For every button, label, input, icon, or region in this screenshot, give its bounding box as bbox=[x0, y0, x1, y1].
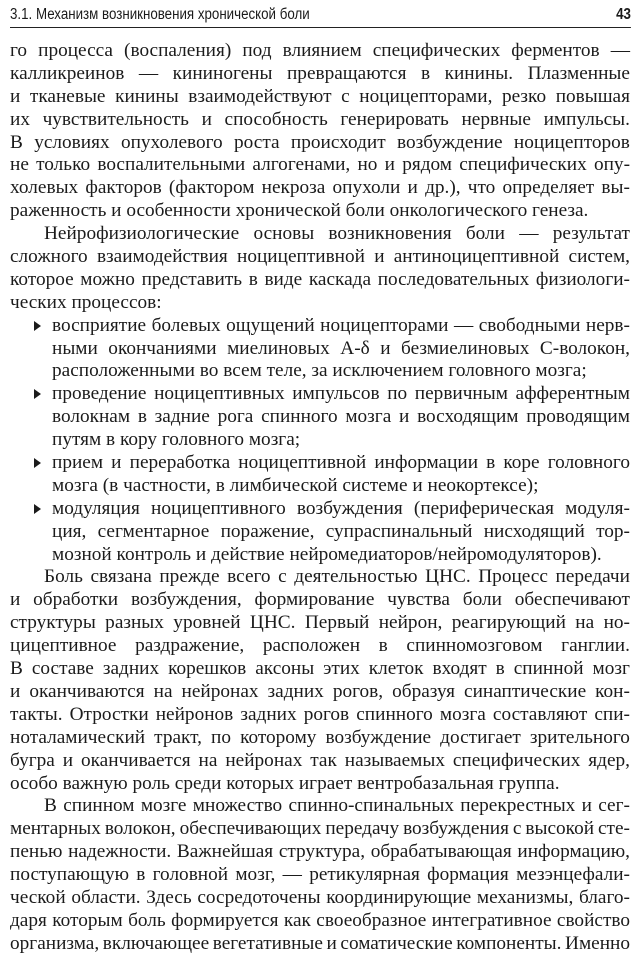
text-line: расположенными во всем теле, за исключением головного мозга; bbox=[52, 360, 587, 382]
text-line: мозной контроль и действие нейромедиаторов/нейромодуляторов). bbox=[52, 543, 602, 565]
text-line: раженность и особенности хронической боли онкологического генеза. bbox=[10, 200, 589, 222]
text-line: восприятие болевых ощущений ноцицепторами — свободными нерв- bbox=[52, 314, 630, 336]
text-line: цицептивное раздражение, расположен в спинномозговом ганглии. bbox=[10, 635, 630, 657]
bullet-item bbox=[10, 452, 630, 498]
text-line: модуляция ноцицептивного возбуждения (периферическая модуля- bbox=[52, 497, 630, 519]
paragraph bbox=[10, 40, 630, 223]
body-text bbox=[10, 40, 630, 956]
text-line: и тканевые кинины взаимодействуют с ноцицепторами, резко повышая bbox=[10, 85, 630, 107]
text-line: бугра и оканчивается на нейронах так называемых специфических ядер, bbox=[10, 749, 630, 771]
text-line: структуры разных уровней ЦНС. Первый нейрон, реагирующий на но- bbox=[10, 612, 630, 634]
paragraph bbox=[10, 795, 630, 955]
text-line: калликреинов — кининогены превращаются в кинины. Плазменные bbox=[10, 62, 630, 84]
text-line: и обработки возбуждения, формирование чувства боли обеспечивают bbox=[10, 589, 630, 611]
bullet-item bbox=[10, 498, 630, 567]
text-line: мозга (в частности, в лимбической системе и неокортексе); bbox=[52, 474, 539, 496]
text-line: В условиях опухолевого роста происходит возбуждение ноцицепторов bbox=[10, 131, 630, 153]
page-number: 43 bbox=[616, 6, 631, 23]
text-line: организма, включающее вегетативные и соматические компоненты. Именно bbox=[10, 932, 630, 954]
paragraph bbox=[10, 566, 630, 795]
text-line: ция, сегментарное поражение, супраспинальный нисходящий тор- bbox=[52, 520, 630, 542]
text-line: их чувствительность и способность генерировать нервные импульсы. bbox=[10, 108, 630, 130]
triangle-bullet-icon bbox=[34, 389, 41, 399]
text-line: ными окончаниями миелиновых A-δ и безмиелиновых C-волокон, bbox=[52, 337, 630, 359]
running-header bbox=[10, 4, 631, 28]
text-line: пенью надежности. Важнейшая структура, обрабатывающая информацию, bbox=[10, 841, 630, 863]
triangle-bullet-icon bbox=[34, 458, 41, 468]
text-line: Нейрофизиологические основы возникновения боли — результат bbox=[44, 223, 630, 245]
text-line: В составе задних корешков аксоны этих клеток входят в спинной мозг bbox=[10, 658, 630, 680]
text-line: даря которым боль формируется как своеобразное интегративное свойство bbox=[10, 909, 630, 931]
paragraph bbox=[10, 223, 630, 315]
text-line: го процесса (воспаления) под влиянием специфических ферментов — bbox=[10, 40, 630, 61]
text-line: В спинном мозге множество спинно-спинальных перекрестных и сег- bbox=[44, 795, 630, 817]
bullet-item bbox=[10, 315, 630, 384]
text-line: особо важную роль среди которых играет вентробазальная группа. bbox=[10, 772, 560, 794]
triangle-bullet-icon bbox=[34, 321, 41, 331]
section-title: 3.1. Механизм возникновения хронической боли bbox=[10, 6, 310, 23]
text-line: поступающую в головной мозг, — ретикулярная формация мезэнцефали- bbox=[10, 864, 630, 886]
text-line: сложного взаимодействия ноцицептивной и антиноцицептивной систем, bbox=[10, 246, 630, 268]
bullet-item bbox=[10, 383, 630, 452]
triangle-bullet-icon bbox=[34, 504, 41, 514]
text-line: ментарных волокон, обеспечивающих передачу возбуждения с высокой сте- bbox=[10, 818, 630, 840]
text-line: путям в кору головного мозга; bbox=[52, 429, 301, 451]
text-line: волокнам в задние рога спинного мозга и восходящим проводящим bbox=[52, 406, 630, 428]
text-line: не только воспалительными алгогенами, но и рядом специфических опу- bbox=[10, 154, 630, 176]
text-line: такты. Отростки нейронов задних рогов спинного мозга составляют спи- bbox=[10, 703, 630, 725]
text-line: прием и переработка ноцицептивной информации в коре головного bbox=[52, 452, 630, 474]
text-line: которое можно представить в виде каскада последовательных физиологи- bbox=[10, 268, 630, 290]
text-line: ноталамический тракт, по которому возбуждение достигает зрительного bbox=[10, 726, 630, 748]
text-line: и оканчиваются на нейронах задних рогов, образуя синаптические кон- bbox=[10, 680, 630, 702]
text-line: ческих процессов: bbox=[10, 291, 162, 313]
text-line: проведение ноцицептивных импульсов по первичным афферентным bbox=[52, 383, 630, 405]
text-line: ческой области. Здесь сосредоточены координирующие механизмы, благо- bbox=[10, 886, 630, 908]
text-line: холевых факторов (фактором некроза опухоли и др.), что определяет вы- bbox=[10, 177, 630, 199]
text-line: Боль связана прежде всего с деятельностью ЦНС. Процесс передачи bbox=[44, 566, 630, 588]
